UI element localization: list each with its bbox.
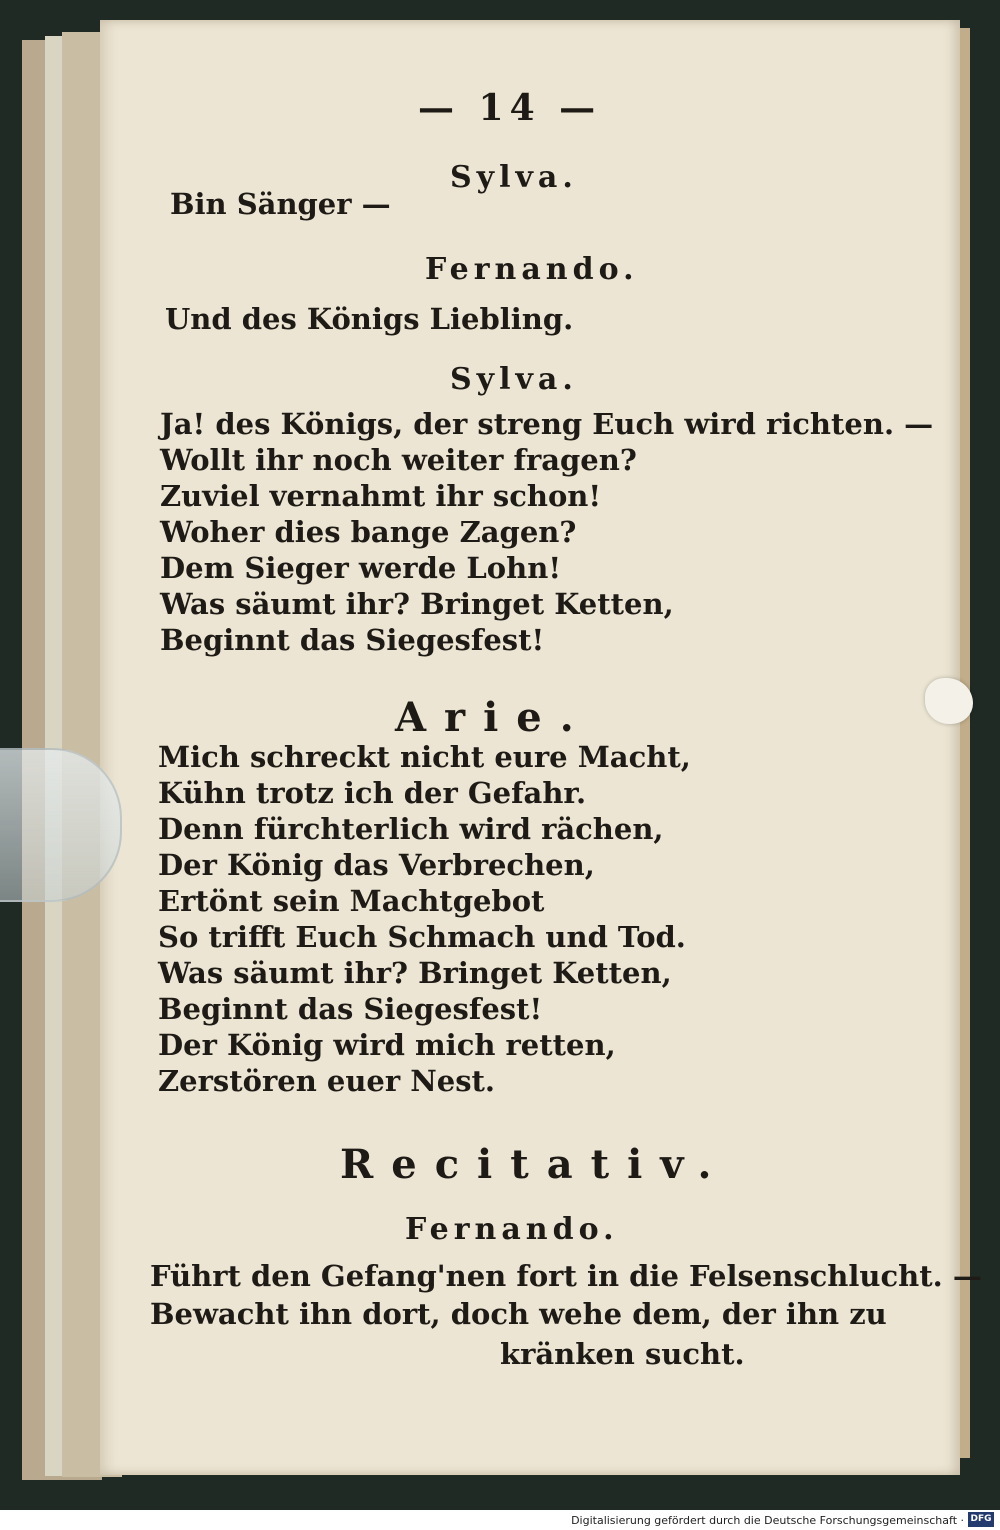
verse-line: Wollt ihr noch weiter fragen?: [160, 443, 637, 477]
verse-line: kränken sucht.: [500, 1337, 745, 1371]
verse-line: Bewacht ihn dort, doch wehe dem, der ihn zu: [150, 1297, 887, 1331]
section-heading: Recitativ.: [340, 1141, 730, 1188]
verse-line: Mich schreckt nicht eure Macht,: [158, 740, 691, 774]
dfg-logo: DFG: [968, 1512, 994, 1527]
verse-line: Ja! des Königs, der streng Euch wird richten. —: [160, 407, 934, 441]
verse-line: So trifft Euch Schmach und Tod.: [158, 920, 686, 954]
verse-line: Der König das Verbrechen,: [158, 848, 595, 882]
verse-line: Woher dies bange Zagen?: [160, 515, 577, 549]
speaker-name: Fernando.: [425, 252, 639, 287]
verse-line: Bin Sänger —: [170, 187, 391, 221]
verse-line: Beginnt das Siegesfest!: [160, 623, 545, 657]
speaker-name: Sylva.: [450, 362, 578, 397]
verse-line: Zuviel vernahmt ihr schon!: [160, 479, 602, 513]
verse-line: Was säumt ihr? Bringet Ketten,: [158, 956, 672, 990]
page-clip: [0, 748, 122, 902]
speaker-name: Sylva.: [450, 160, 578, 195]
verse-line: Beginnt das Siegesfest!: [158, 992, 543, 1026]
section-heading: Arie.: [395, 694, 592, 741]
verse-line: Zerstören euer Nest.: [158, 1064, 496, 1098]
verse-line: Dem Sieger werde Lohn!: [160, 551, 562, 585]
verse-line: Der König wird mich retten,: [158, 1028, 616, 1062]
verse-line: Kühn trotz ich der Gefahr.: [158, 776, 587, 810]
verse-line: Führt den Gefang'nen fort in die Felsenschlucht. —: [150, 1259, 982, 1293]
verse-line: Was säumt ihr? Bringet Ketten,: [160, 587, 674, 621]
speaker-name: Fernando.: [405, 1212, 619, 1247]
footer-credit: Digitalisierung gefördert durch die Deutsche Forschungsgemeinschaft ·: [571, 1514, 964, 1527]
verse-line: Ertönt sein Machtgebot: [158, 884, 545, 918]
verse-line: Und des Königs Liebling.: [165, 302, 574, 336]
page-number: — 14 —: [418, 87, 602, 129]
verse-line: Denn fürchterlich wird rächen,: [158, 812, 664, 846]
